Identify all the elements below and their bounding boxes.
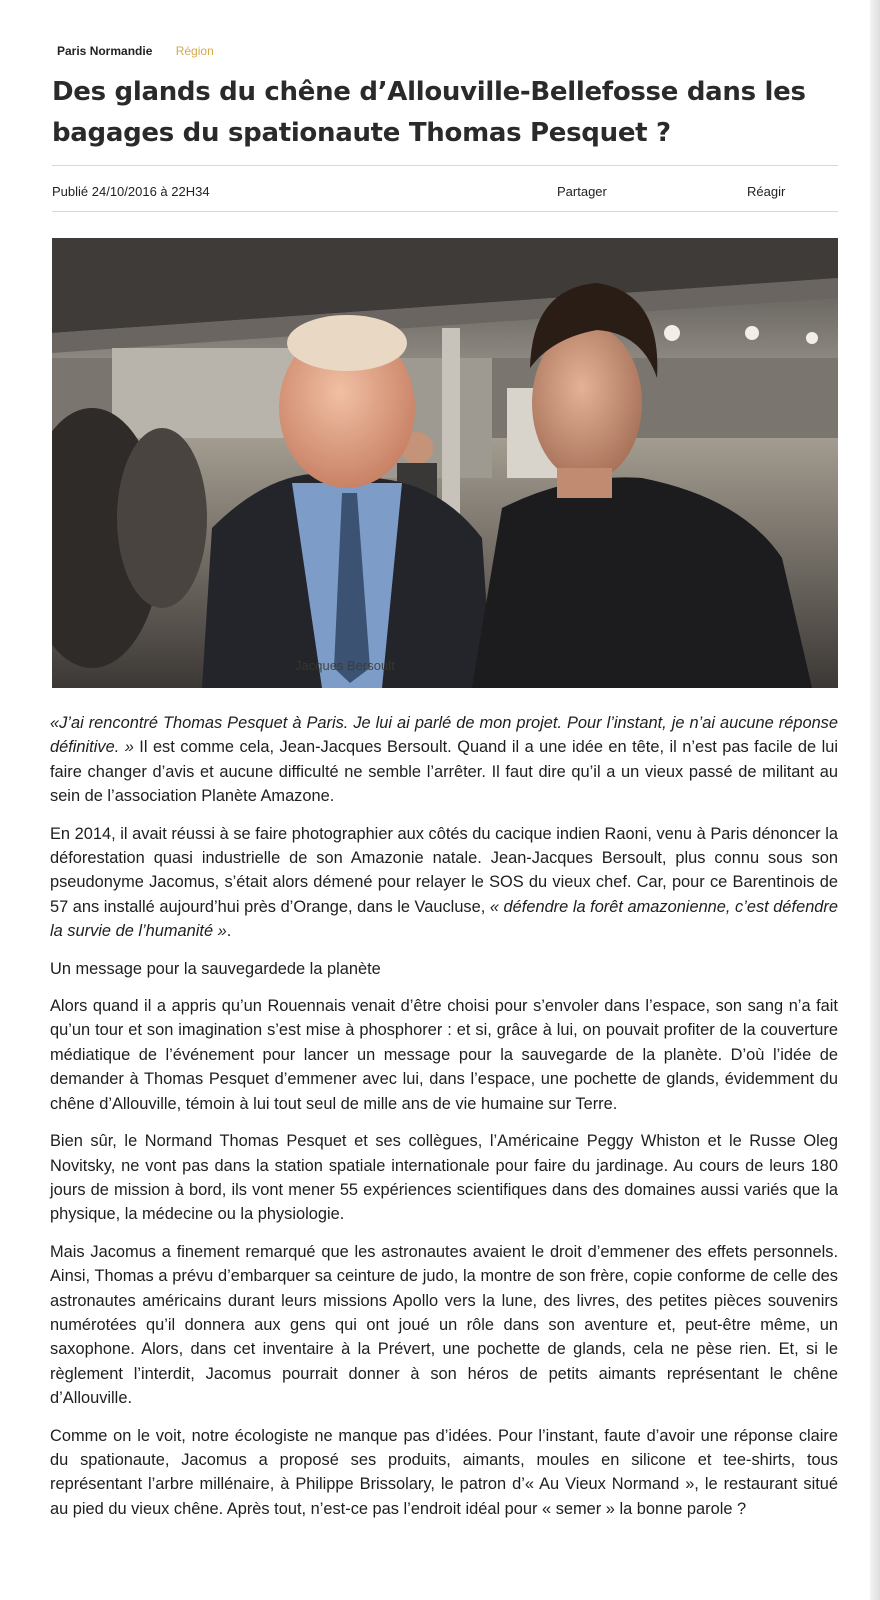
react-button[interactable]: Réagir [747,184,786,199]
photo-credit: Jacques Bersoult [295,658,395,673]
paragraph-1 [50,711,838,809]
site-name-link[interactable]: Paris Normandie [57,44,153,58]
article-headline: Des glands du chêne d’Allouville-Bellefosse dans les bagages du spationaute Thomas Pesquet ? [52,77,806,148]
quote-foret: « défendre la forêt amazonienne, c’est défendre la survie de l’humanité » [50,897,839,941]
paragraph-2-text: En 2014, il avait réussi à se faire photographier aux côtés du cacique indien Raoni, venu à Paris dénoncer la déforestation quasi industrielle de son Amazonie natale. Jean-Jacques Bersoult, plus connu sous son pseudonyme Jacomus, s’était alors démené pour relayer le SOS du vieux chef. Car, pour ce Barentinois de 57 ans installé aujourd’hui près d’Orange, dans le Vaucluse, [50,824,838,916]
paragraph-2 [50,822,838,944]
breadcrumb [57,44,214,58]
photo-illustration [52,238,838,688]
divider-bottom [52,211,838,212]
scan-page-edge [870,0,880,1600]
paragraph-1-text: Il est comme cela, Jean-Jacques Bersoult. Quand il a une idée en tête, il n’est pas facile de lui faire changer d’avis et aucune difficulté ne semble l’arrêter. Il faut dire qu’il a un vieux passé de militant au sein de l’association Planète Amazone. [50,738,838,806]
section-link-region[interactable]: Région [175,44,214,58]
divider-top [52,165,838,166]
paragraph-5: Mais Jacomus a finement remarqué que les astronautes avaient le droit d’emmener des effets personnels. Ainsi, Thomas a prévu d’embarquer sa ceinture de judo, la montre de son frère, copie conforme de celle des astronautes américains durant leurs missions Apollo vers la lune, des livres, des petites pièces souvenirs numérotées qu’il donnera aux gens qui ont joué un rôle dans son aventure et, peut-être même, un saxophone. Alors, dans cet inventaire à la Prévert, une pochette de glands, cela ne pèse rien. Et, si le règlement l’interdit, Jacomus pourrait donner à son héros de petits aimants représentant le chêne d’Allouville. [50,1242,838,1408]
paragraph-3: Alors quand il a appris qu’un Rouennais venait d’être choisi pour s’envoler dans l’espace, son sang n’a fait qu’un tour et son imagination s’est mise à phosphorer : et si, grâce à lui, on pouvait profiter de la couverture médiatique de l’événement pour lancer un message pour la sauvegarde de la planète. D’où l’idée de demander à Thomas Pesquet d’emmener avec lui, dans l’espace, une pochette de glands, évidemment du chêne d’Allouville, témoin à lui tout seul de mille ans de vie humaine sur Terre. [50,997,838,1113]
quote-jacomus: «J’ai rencontré Thomas Pesquet à Paris. Je lui ai parlé de mon projet. Pour l’instant, je n’ai aucune réponse définitive. » [50,714,838,757]
article-subheading: Un message pour la sauvegardede la planète [50,959,381,978]
paragraph-4: Bien sûr, le Normand Thomas Pesquet et ses collègues, l’Américaine Peggy Whiston et le Russe Oleg Novitsky, ne vont pas dans la station spatiale internationale pour faire du jardinage. Au cours de leurs 180 jours de mission à bord, ils vont mener 55 expériences scientifiques dans des domaines aussi variés que la physique, la médecine ou la physiologie. [50,1132,838,1224]
article-body [50,711,838,1534]
article-photo [52,238,838,688]
paragraph-2-end: . [226,922,232,941]
share-button[interactable]: Partager [557,184,607,199]
paragraph-6: Comme on le voit, notre écologiste ne manque pas d’idées. Pour l’instant, faute d’avoir une réponse claire du spationaute, Jacomus a proposé ses produits, aimants, moules en silicone et tee-shirts, tous représentant l’arbre millénaire, à Philippe Brissolary, le patron d’« Au Vieux Normand », le restaurant situé au pied du vieux chêne. Après tout, n’est-ce pas l’endroit idéal pour « semer » la bonne parole ? [50,1426,838,1518]
publish-date: Publié 24/10/2016 à 22H34 [52,184,210,199]
